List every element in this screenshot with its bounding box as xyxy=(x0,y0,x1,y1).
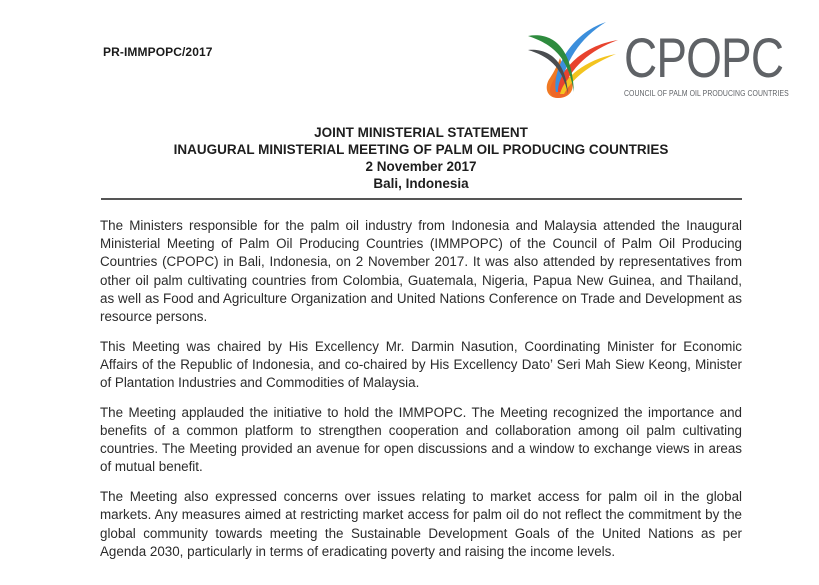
statement-body xyxy=(100,217,742,572)
heading-meeting-name: INAUGURAL MINISTERIAL MEETING OF PALM OIL PRODUCING COUNTRIES xyxy=(173,142,669,157)
heading-date: 2 November 2017 xyxy=(365,159,477,174)
cpopc-logo xyxy=(528,20,788,102)
logo-subtitle: COUNCIL OF PALM OIL PRODUCING COUNTRIES xyxy=(624,89,789,98)
document-reference-number: PR-IMMPOPC/2017 xyxy=(103,45,213,59)
paragraph-initiative: The Meeting applauded the initiative to hold the IMMPOPC. The Meeting recognized the importance and benefits of a common platform to strengthen cooperation and collaboration among oil palm cultivating countries. The Meeting provided an avenue for open discussions and a window to exchange views in areas of mutual benefit. xyxy=(100,404,742,475)
statement-heading xyxy=(100,124,742,192)
palm-fruit-swoosh-icon xyxy=(528,20,620,100)
heading-location: Bali, Indonesia xyxy=(373,176,469,191)
paragraph-chairs: This Meeting was chaired by His Excellency Mr. Darmin Nasution, Coordinating Minister for Economic Affairs of the Republic of Indonesia, and co-chaired by His Excellency Dato’ Seri Mah Siew Keong, Minister of Plantation Industries and Commodities of Malaysia. xyxy=(100,338,742,391)
heading-title: JOINT MINISTERIAL STATEMENT xyxy=(314,125,528,140)
paragraph-market-access: The Meeting also expressed concerns over issues relating to market access for palm oil in the global markets. Any measures aimed at restricting market access for palm oil do not reflect the commitment by the global community towards meeting the Sustainable Development Goals of the United Nations as per Agenda 2030, particularly in terms of eradicating poverty and raising the income levels. xyxy=(100,489,742,559)
paragraph-attendance: The Ministers responsible for the palm oil industry from Indonesia and Malaysia attended the Inaugural Ministerial Meeting of Palm Oil Producing Countries (IMMPOPC) of the Council of Palm Oil Producing Countries (CPOPC) in Bali, Indonesia, on 2 November 2017. It was also attended by representatives from other oil palm cultivating countries from Colombia, Guatemala, Nigeria, Papua New Guinea, and Thailand, as well as Food and Agriculture Organization and United Nations Conference on Trade and Development as resource persons. xyxy=(100,218,742,325)
logo-wordmark: CPOPC xyxy=(624,26,784,89)
heading-divider xyxy=(101,198,742,200)
